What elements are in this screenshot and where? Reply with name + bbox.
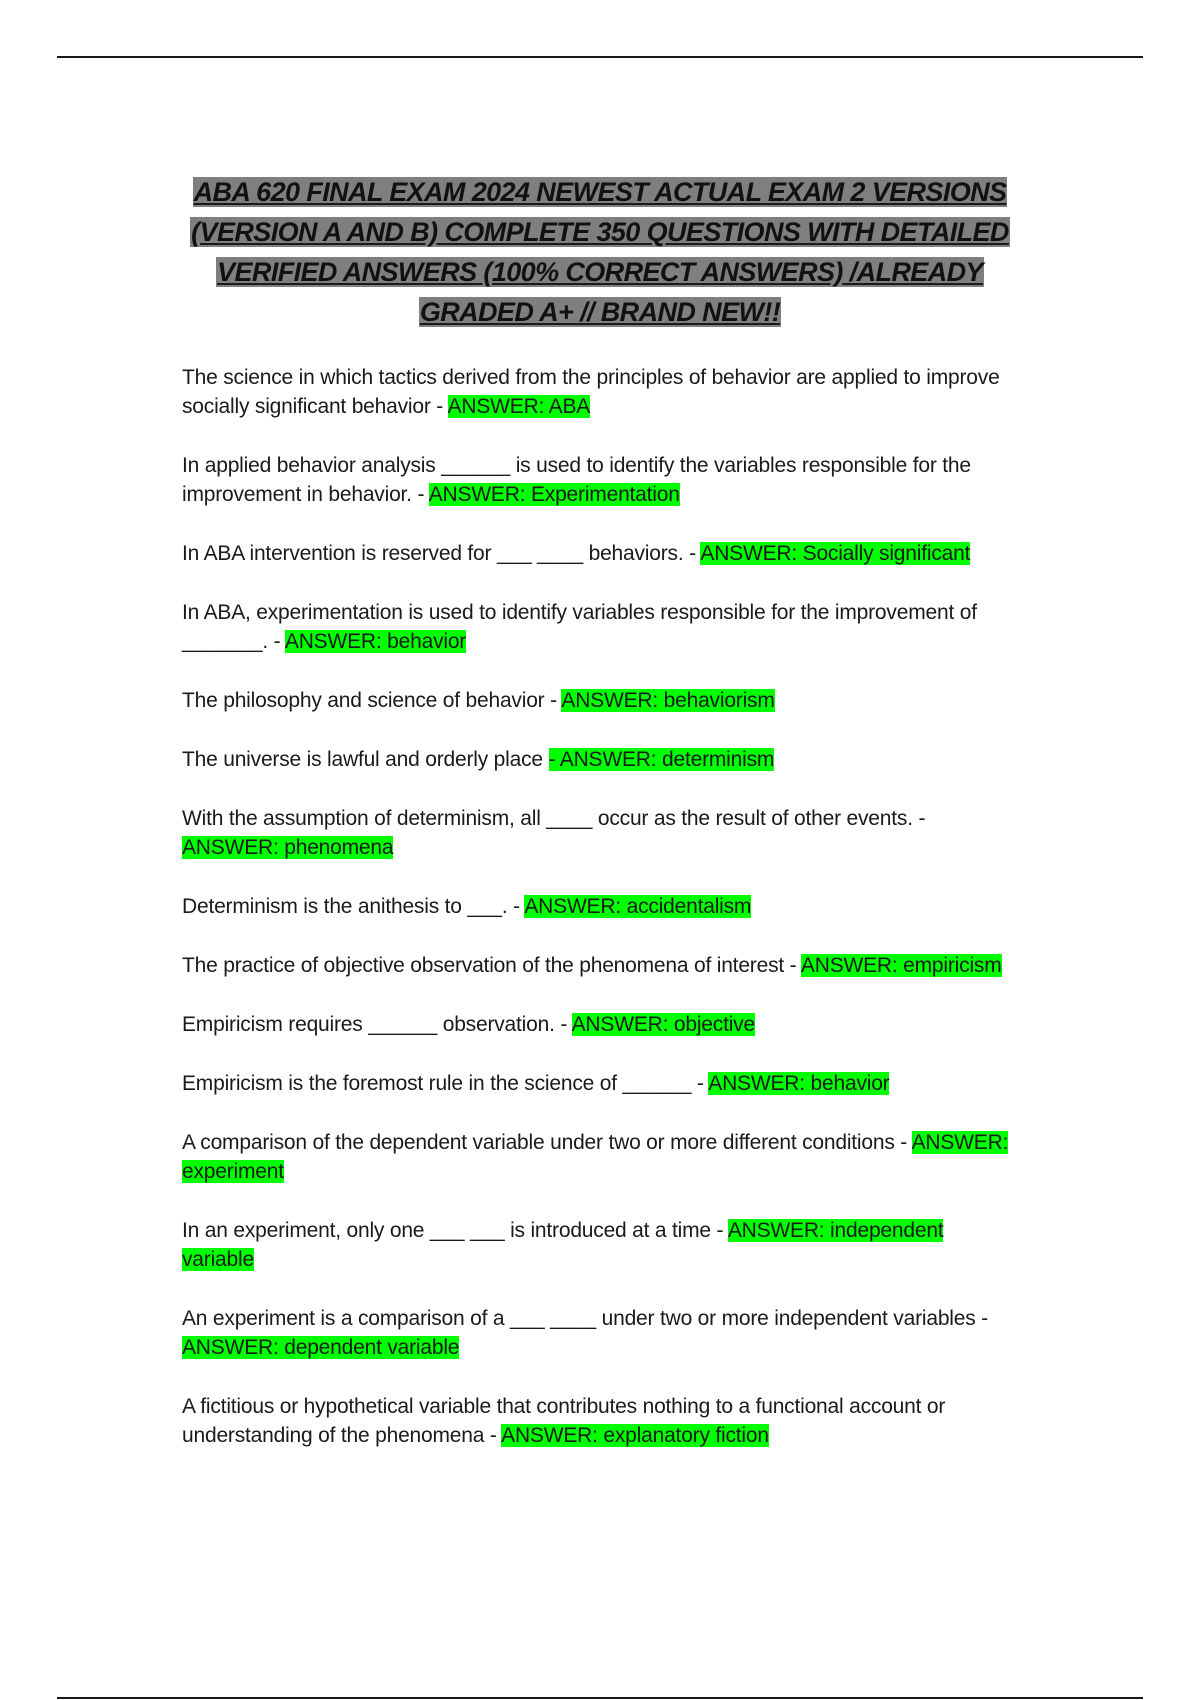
footer-rule [57,1697,1143,1699]
question-item [182,1069,1012,1098]
question-text: In applied behavior analysis ______ is used to identify the variables responsible for the improvement in behavior. - [182,454,971,506]
document-title-text: ABA 620 FINAL EXAM 2024 NEWEST ACTUAL EXAM 2 VERSIONS (VERSION A AND B) COMPLETE 350 QUESTIONS WITH DETAILED VERIFIED ANSWERS (100% CORRECT ANSWERS) /ALREADY GRADED A+ // BRAND NEW!! [191,177,1009,327]
header-rule [57,56,1143,58]
question-text: Empiricism requires ______ observation. - [182,1013,572,1036]
answer-text: ANSWER: behaviorism [561,689,775,712]
answer-text: ANSWER: experiment [182,1131,1009,1183]
question-text: An experiment is a comparison of a ___ ____ under two or more independent variables - [182,1307,988,1330]
question-text: The practice of objective observation of the phenomena of interest - [182,954,801,977]
question-text: With the assumption of determinism, all ____ occur as the result of other events. - [182,807,926,830]
answer-text: ANSWER: phenomena [182,836,394,859]
answer-text: ANSWER: independent variable [182,1219,944,1271]
answer-text: ANSWER: explanatory fiction [501,1424,769,1447]
question-item [182,804,1012,862]
question-item [182,951,1012,980]
question-text: In ABA intervention is reserved for ___ ____ behaviors. - [182,542,701,565]
question-item [182,598,1012,656]
question-list [182,363,1012,1480]
question-item [182,1128,1012,1186]
answer-text: ANSWER: empiricism [800,954,1002,977]
answer-text: ANSWER: Experimentation [428,483,680,506]
answer-text: ANSWER: behavior [708,1072,890,1095]
question-item [182,686,1012,715]
question-item [182,892,1012,921]
document-title [180,172,1020,332]
answer-text: ANSWER: objective [571,1013,755,1036]
question-text: A comparison of the dependent variable under two or more different conditions - [182,1131,912,1154]
question-item [182,745,1012,774]
answer-text: ANSWER: Socially significant [700,542,971,565]
answer-text: ANSWER: ABA [447,395,591,418]
question-text: In ABA, experimentation is used to identify variables responsible for the improvement of _______. - [182,601,977,653]
question-text: The universe is lawful and orderly place [182,748,549,771]
question-text: The science in which tactics derived from the principles of behavior are applied to improve socially significant behavior - [182,366,1000,418]
answer-text: ANSWER: dependent variable [182,1336,460,1359]
question-text: In an experiment, only one ___ ___ is introduced at a time - [182,1219,728,1242]
answer-text: - ANSWER: determinism [548,748,775,771]
answer-text: ANSWER: behavior [284,630,467,653]
question-item [182,1010,1012,1039]
answer-text: ANSWER: accidentalism [524,895,752,918]
question-item [182,363,1012,421]
question-item [182,539,1012,568]
question-item [182,1304,1012,1362]
question-item [182,1216,1012,1274]
question-text: Empiricism is the foremost rule in the science of ______ - [182,1072,709,1095]
question-item [182,451,1012,509]
question-text: A fictitious or hypothetical variable that contributes nothing to a functional account or understanding of the phenomena - [182,1395,946,1447]
question-text: The philosophy and science of behavior - [182,689,562,712]
question-text: Determinism is the anithesis to ___. - [182,895,525,918]
question-item [182,1392,1012,1450]
